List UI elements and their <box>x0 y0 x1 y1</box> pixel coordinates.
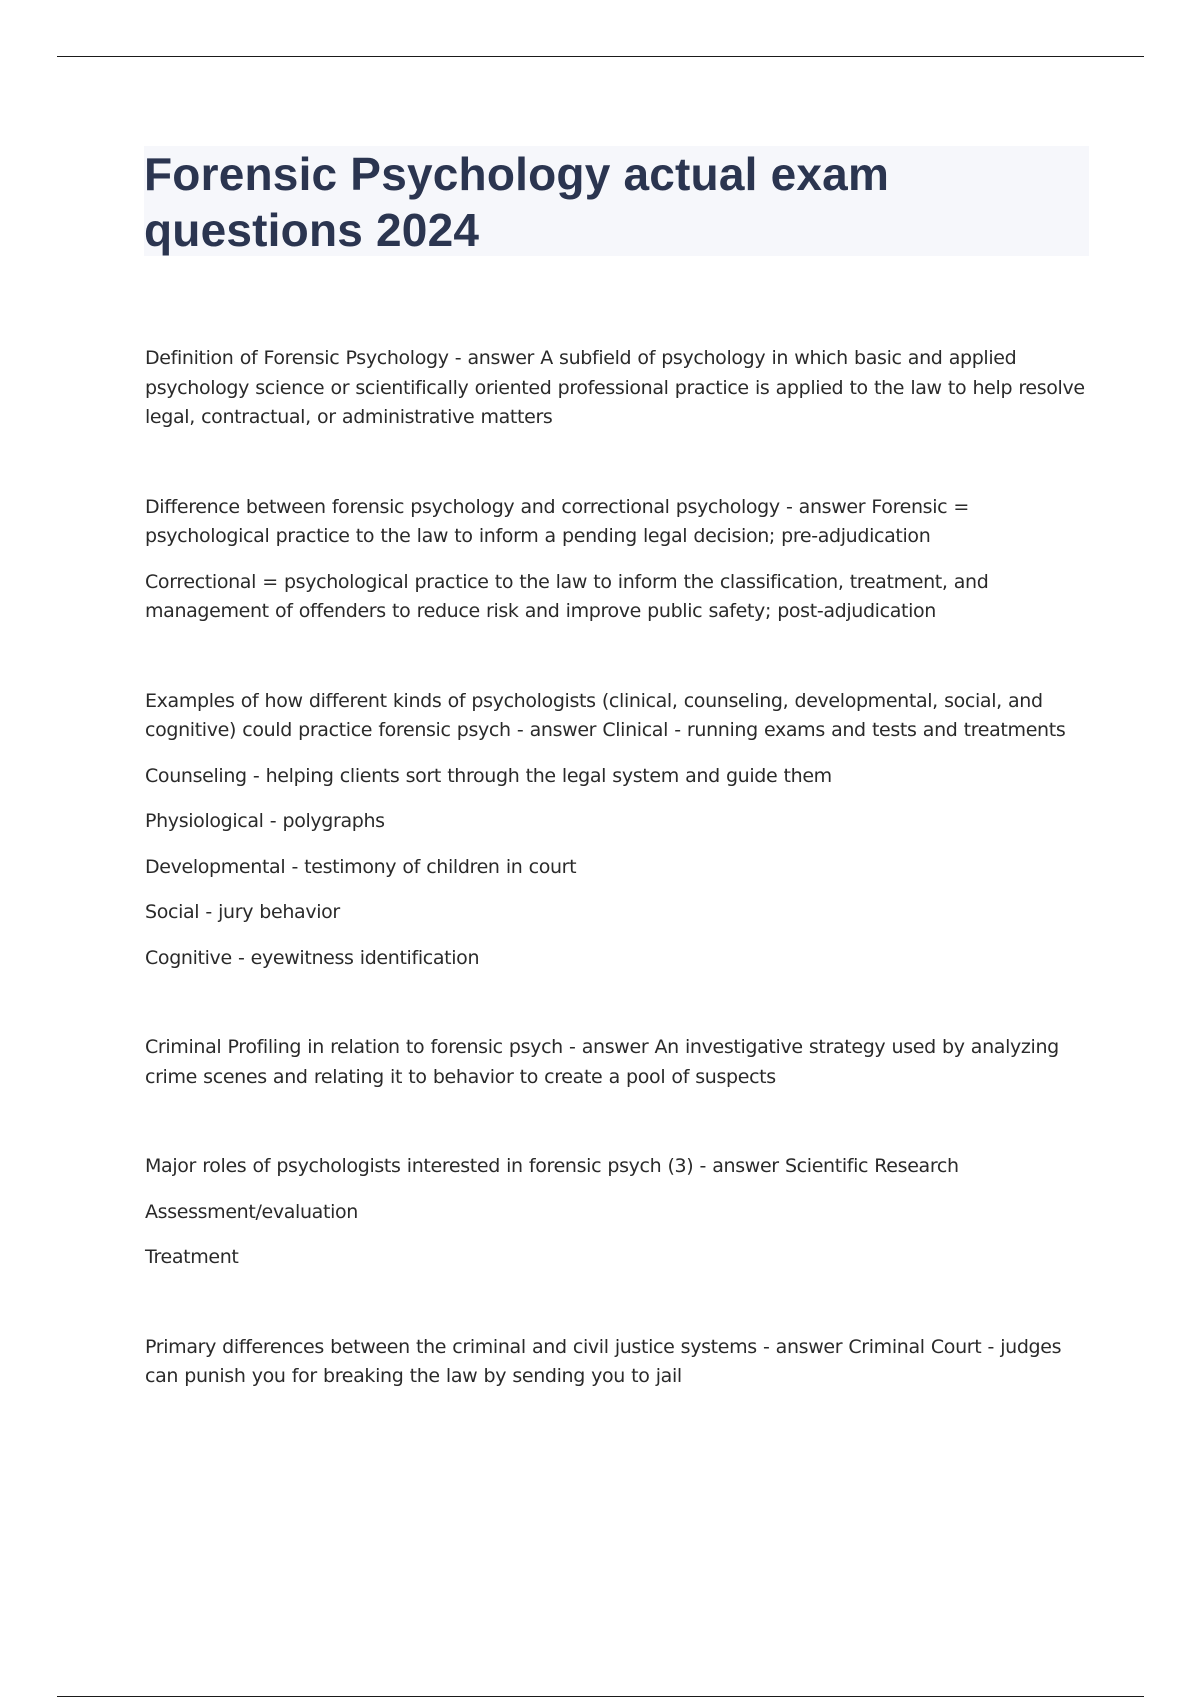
qa-paragraph: Primary differences between the criminal and civil justice systems - answer Criminal Court - judges can punish you for breaking the law by sending you to jail <box>145 1335 1062 1387</box>
qa-paragraph: Assessment/evaluation <box>145 1200 358 1223</box>
qa-paragraph: Treatment <box>145 1246 239 1268</box>
bottom-rule <box>57 1696 1144 1697</box>
qa-paragraph: Major roles of psychologists interested in forensic psych (3) - answer Scientific Research <box>145 1155 959 1177</box>
title-block <box>144 146 1089 256</box>
qa-paragraph: Difference between forensic psychology and correctional psychology - answer Forensic = psychological practice to the law to inform a pending legal decision; pre-adjudication <box>145 495 969 547</box>
qa-item <box>145 687 1090 974</box>
qa-item <box>145 493 1090 627</box>
qa-item <box>145 1152 1090 1273</box>
document-body <box>145 344 1090 1452</box>
qa-paragraph: Cognitive - eyewitness identification <box>145 946 480 969</box>
qa-paragraph: Criminal Profiling in relation to forensic psych - answer An investigative strategy used by analyzing crime scenes and relating it to behavior to create a pool of suspects <box>145 1036 1059 1088</box>
qa-item <box>145 1333 1090 1392</box>
qa-paragraph: Developmental - testimony of children in court <box>145 855 577 878</box>
qa-paragraph: Correctional = psychological practice to the law to inform the classification, treatment, and management of offenders to reduce risk and improve public safety; post-adjudication <box>145 570 989 622</box>
qa-paragraph: Definition of Forensic Psychology - answer A subfield of psychology in which basic and applied psychology science or scientifically oriented professional practice is applied to the law to help resolve legal, contractual, or administrative matters <box>145 347 1085 428</box>
document-title: Forensic Psychology actual exam questions 2024 <box>144 148 890 256</box>
qa-paragraph: Social - jury behavior <box>145 901 340 923</box>
qa-item <box>145 1033 1090 1092</box>
qa-paragraph: Physiological - polygraphs <box>145 810 385 832</box>
qa-item <box>145 344 1090 433</box>
top-rule <box>57 56 1144 57</box>
qa-paragraph: Examples of how different kinds of psychologists (clinical, counseling, developmental, social, and cognitive) could practice forensic psych - answer Clinical - running exams and tests and treatments <box>145 689 1066 741</box>
qa-paragraph: Counseling - helping clients sort through the legal system and guide them <box>145 764 832 787</box>
